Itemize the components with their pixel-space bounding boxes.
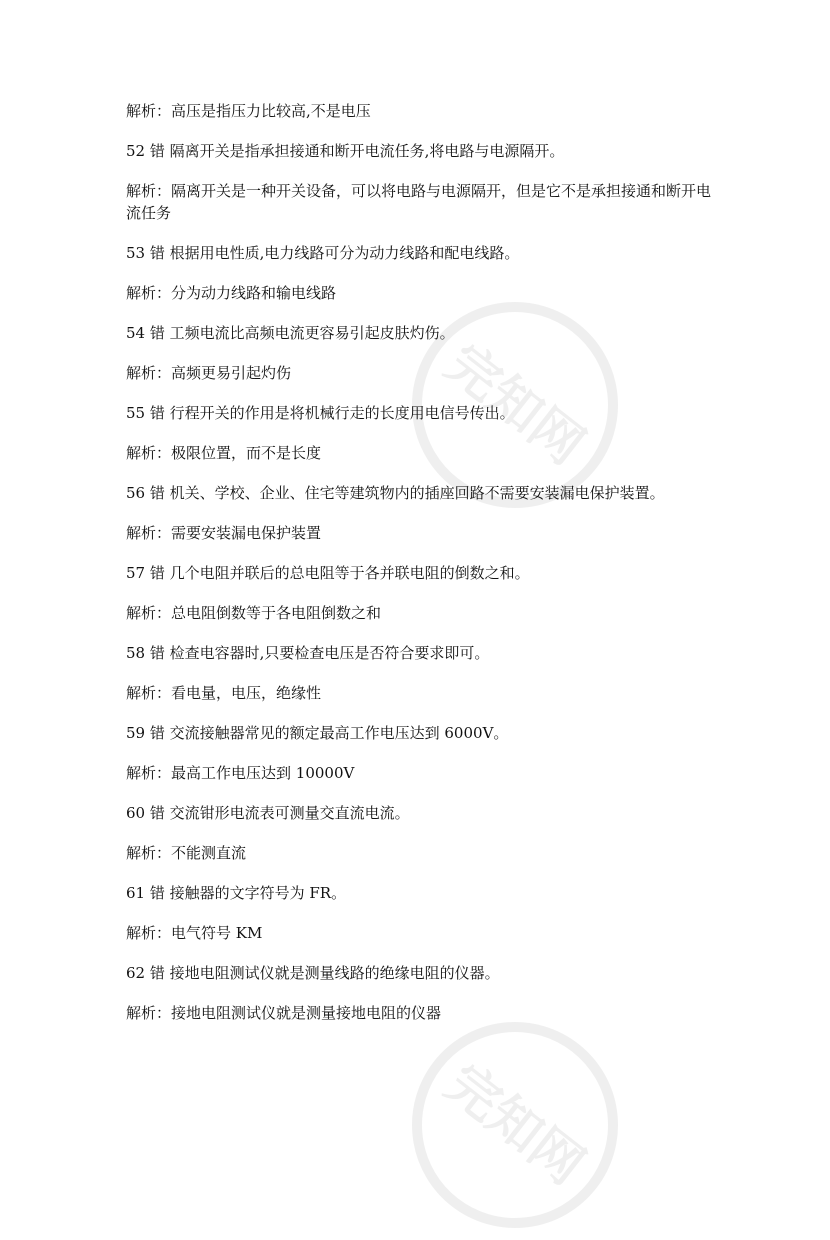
question-item: 53 错 根据用电性质,电力线路可分为动力线路和配电线路。 — [126, 244, 520, 262]
answer-explanation: 解析：最高工作电压达到 10000V — [126, 764, 355, 782]
watermark-logo-bottom — [400, 1010, 630, 1240]
answer-explanation: 解析：分为动力线路和输电线路 — [126, 284, 337, 302]
question-item: 54 错 工频电流比高频电流更容易引起皮肤灼伤。 — [126, 324, 455, 342]
answer-explanation: 解析：高压是指压力比较高,不是电压 — [126, 102, 371, 120]
question-item: 57 错 几个电阻并联后的总电阻等于各并联电阻的倒数之和。 — [126, 564, 530, 582]
question-item: 60 错 交流钳形电流表可测量交直流电流。 — [126, 804, 410, 822]
answer-explanation: 解析：电气符号 KM — [126, 924, 263, 942]
question-item: 58 错 检查电容器时,只要检查电压是否符合要求即可。 — [126, 644, 490, 662]
answer-explanation: 解析：极限位置，而不是长度 — [126, 444, 322, 462]
question-item: 55 错 行程开关的作用是将机械行走的长度用电信号传出。 — [126, 404, 515, 422]
answer-explanation: 解析：隔离开关是一种开关设备，可以将电路与电源隔开，但是它不是承担接通和断开电流任务 — [126, 182, 712, 222]
question-item: 59 错 交流接触器常见的额定最高工作电压达到 6000V。 — [126, 724, 509, 742]
answer-explanation: 解析：接地电阻测试仪就是测量接地电阻的仪器 — [126, 1004, 442, 1022]
answer-explanation: 解析：总电阻倒数等于各电阻倒数之和 — [126, 604, 382, 622]
question-item: 61 错 接触器的文字符号为 FR。 — [126, 884, 347, 902]
question-item: 56 错 机关、学校、企业、住宅等建筑物内的插座回路不需要安装漏电保护装置。 — [126, 484, 665, 502]
document-body — [126, 100, 716, 1042]
question-item: 52 错 隔离开关是指承担接通和断开电流任务,将电路与电源隔开。 — [126, 142, 565, 160]
watermark-text-bottom: 完知网 — [435, 1053, 595, 1197]
watermark-text: 完知网 — [435, 333, 595, 477]
answer-explanation: 解析：高频更易引起灼伤 — [126, 364, 292, 382]
answer-explanation: 解析：不能测直流 — [126, 844, 247, 862]
answer-explanation: 解析：需要安装漏电保护装置 — [126, 524, 322, 542]
answer-explanation: 解析：看电量，电压，绝缘性 — [126, 684, 322, 702]
question-item: 62 错 接地电阻测试仪就是测量线路的绝缘电阻的仪器。 — [126, 964, 500, 982]
